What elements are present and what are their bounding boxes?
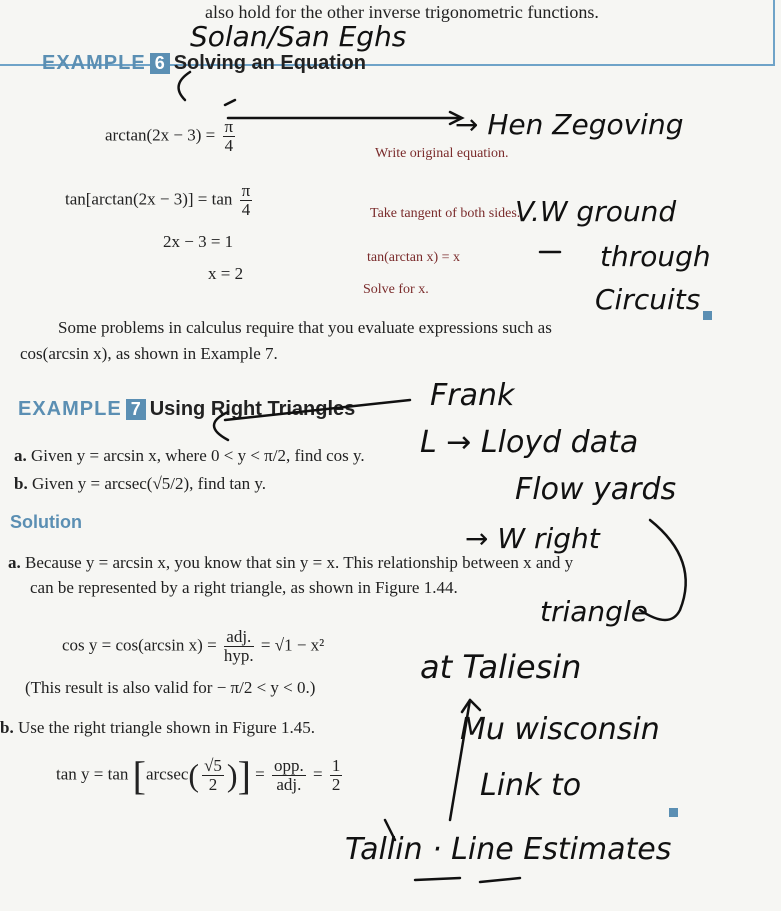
underline-mark: [385, 820, 520, 882]
arrow-line: [450, 700, 470, 820]
ex6-step-1: arctan(2x − 3) = $\frac{\pi}{4}$: [105, 117, 234, 155]
ex7-part-a: a. Given y = arcsin x, where 0 < y < π/2, find cos y.: [14, 446, 365, 465]
solution-b-equation: tan y = tan [arcsec( $\frac{√5}{2}$ )] = $\frac{\text{opp.}}{\text{adj.}}$ = $\frac{1}{2}$: [56, 753, 341, 798]
solution-b: b. Use the right triangle shown in Figure 1.45.: [0, 718, 315, 737]
handwritten-note-8: Flow yards: [515, 472, 677, 507]
handwritten-note-7: L → Lloyd data: [420, 425, 639, 460]
handwritten-note-9: → W right: [465, 522, 600, 555]
handwritten-note-3: V.W ground: [515, 195, 677, 228]
handwritten-note-5: Circuits: [595, 283, 701, 316]
ex6-step-2: tan[arctan(2x − 3)] = tan $\frac{\pi}{4}$: [65, 181, 251, 219]
bracket-mark: [640, 520, 686, 620]
ex6-note-4: Solve for x.: [363, 282, 429, 297]
ex6-step-4: x = 2: [208, 264, 244, 283]
solution-a-line-1: a. Because y = arcsin x, you know that sin y = x. This relationship between x and y: [8, 553, 574, 572]
solution-a-note: (This result is also valid for − π/2 < y < 0.): [25, 678, 316, 697]
arrow-line: [225, 100, 460, 118]
solution-a-line-2: can be represented by a right triangle, as shown in Figure 1.44.: [30, 578, 458, 597]
ex6-note-1: Write original equation.: [375, 146, 509, 161]
solution-a-equation: cos y = cos(arcsin x) = $\frac{\text{adj.}}{\text{hyp.}}$ = √1 − x²: [62, 627, 325, 665]
circle-mark: [214, 412, 228, 440]
arrow-head: [462, 700, 480, 712]
handwritten-note-10: triangle: [540, 595, 648, 628]
ex6-step-3: 2x − 3 = 1: [163, 232, 234, 251]
ex6-note-3: tan(arctan x) = x: [367, 250, 461, 265]
handwritten-note-4: through: [600, 240, 711, 273]
example-number: 7: [126, 399, 146, 420]
handwritten-note-11: at Taliesin: [420, 648, 582, 686]
ex6-note-2: Take tangent of both sides.: [370, 206, 521, 221]
example-number: 6: [150, 53, 170, 74]
arrow-line: [225, 400, 410, 420]
example-label: EXAMPLE: [18, 398, 122, 420]
handwritten-note-14: Tallin · Line Estimates: [345, 832, 672, 867]
example-title: Solving an Equation: [173, 52, 366, 74]
handwritten-note-1: Solan/San Eghs: [190, 20, 407, 53]
handwritten-note-12: Mu wisconsin: [460, 712, 660, 747]
example-label: EXAMPLE: [42, 52, 146, 74]
paragraph-line-1: Some problems in calculus require that you evaluate expressions such as: [58, 318, 552, 337]
handwritten-note-2: → Hen Zegoving: [455, 108, 684, 141]
example-title: Using Right Triangles: [149, 398, 356, 420]
handwritten-note-13: Link to: [480, 768, 582, 803]
top-text: also hold for the other inverse trigonometric functions.: [205, 2, 599, 22]
ex7-part-b: b. Given y = arcsec(√5/2), find tan y.: [14, 474, 266, 493]
solution-label: Solution: [10, 512, 82, 532]
paragraph-line-2: cos(arcsin x), as shown in Example 7.: [20, 344, 278, 363]
circle-mark: [179, 72, 190, 100]
handwritten-note-6: Frank: [430, 378, 515, 413]
